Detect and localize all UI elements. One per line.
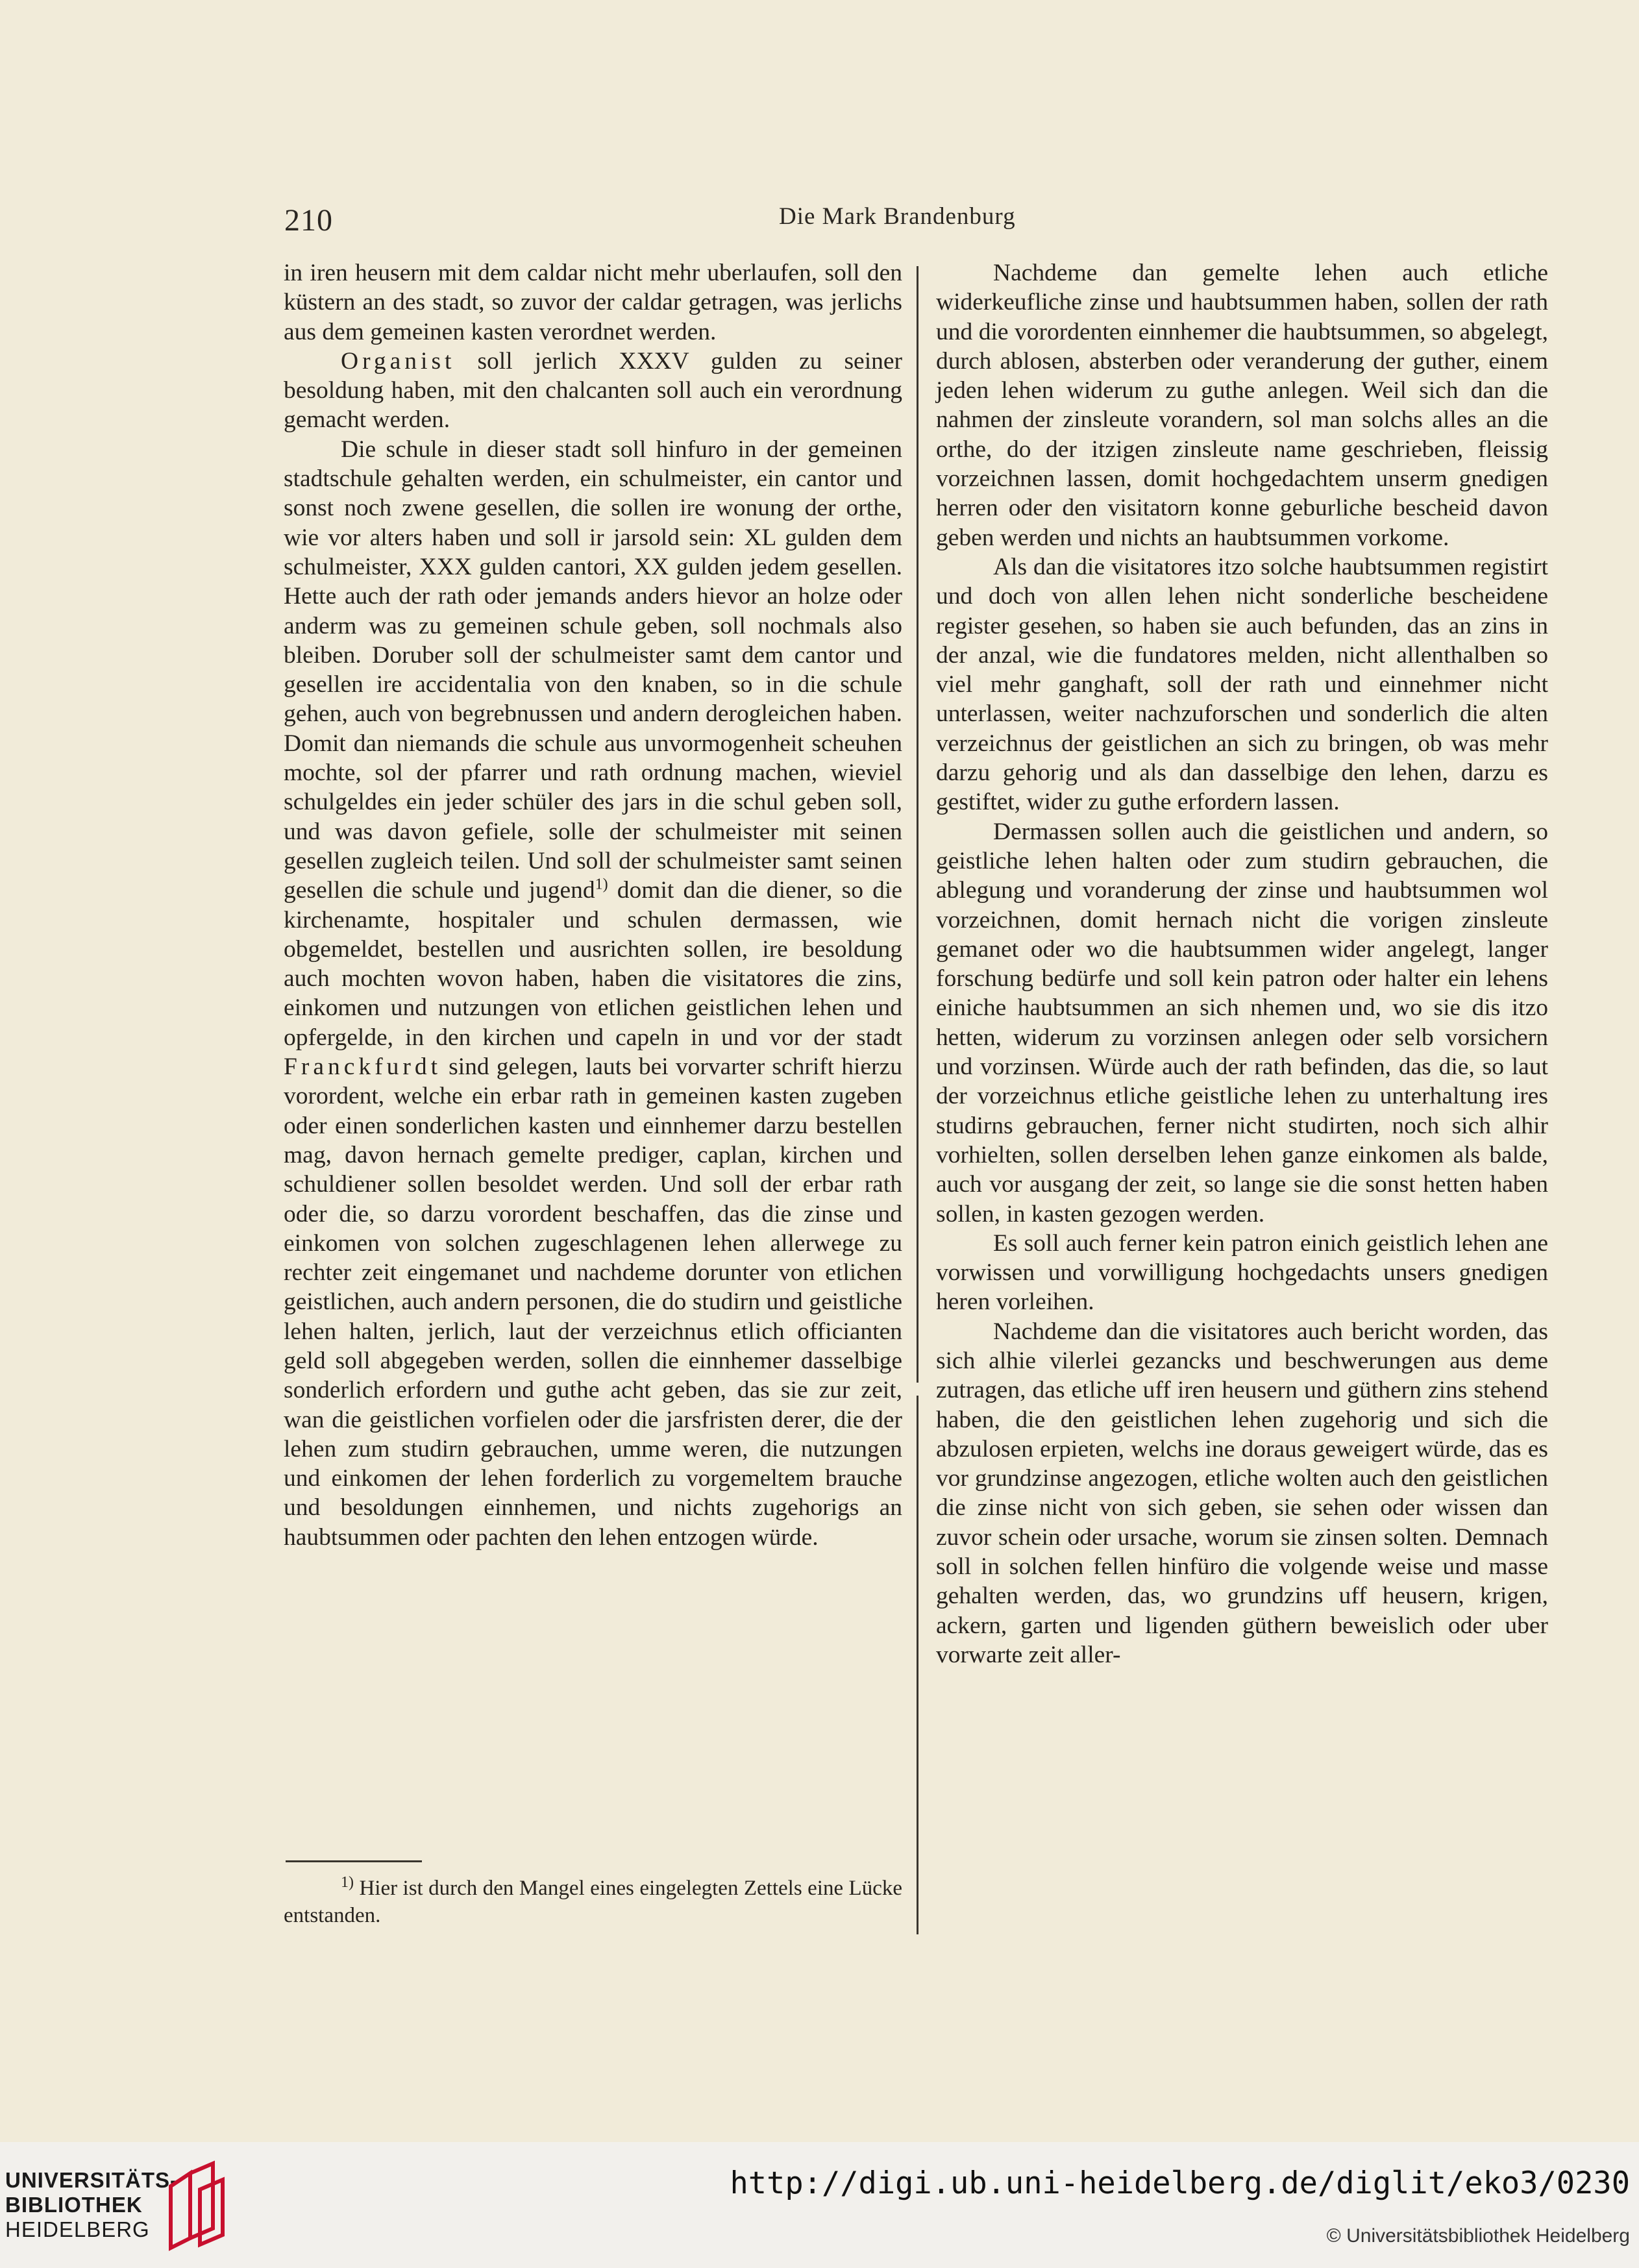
right-column [936,258,1548,1670]
left-paragraph-3-part-a: Die schule in dieser stadt soll hinfuro in der gemeinen stadtschule gehalten werden, ein schulmeister, ein cantor und sonst noch zwene gesellen, die sollen ire wonung der orthe, wie vor alters haben und soll ir jarsold sein: XL gulden dem schulmeister, XXX gulden cantori, XX gulden jedem gesellen. Hette auch der rath oder jemands anders hievor an holze oder anderm was zu gemeinen schule geben, soll nochmals also bleiben. Doruber soll der schulmeister samt dem cantor und gesellen ire accidentalia von den knaben, so in die schule gehen, auch von begrebnussen und andern derogleichen haben. Domit dan niemands die schule aus unvormogenheit scheuhen mochte, sol der pfarrer und rath ordnung machen, wieviel schulgeldes ein jeder schüler des jars in die schul geben soll, und was davon gefiele, solle der schulmeister mit seinen gesellen zugleich teilen. Und soll der schulmeister samt seinen gesellen die schule und jugend [284,436,902,904]
permalink-url[interactable]: http://digi.ub.uni-heidelberg.de/diglit/eko3/0230 [730,2165,1630,2201]
left-paragraph-1: in iren heusern mit dem caldar nicht mehr uberlaufen, soll den küstern an des stadt, so zuvor der caldar getragen, was jerlichs aus dem gemeinen kasten verordnet werden. [284,260,902,345]
place-name: Franckfurdt [284,1054,442,1081]
left-paragraph-3-part-b: domit dan die diener, so die kirchenamte, hospitaler und schulen dermassen, wie obgemeldet, bestellen und ausrichten sollen, ire besoldung auch mochten wovon haben, haben die visitatores die zins, einkomen und nutzungen von etlichen geistlichen lehen und opfergelde, in den kirchen und capeln in und vor der stadt [284,877,902,1051]
left-column [284,258,902,1552]
right-paragraph-2: Als dan die visitatores itzo solche haubtsummen registirt und doch von allen lehen nicht sonderliche bescheidene register gesehen, so haben sie auch befunden, das an zins in der anzal, wie die fundatores melden, nicht allenthalben so viel mehr ganghaft, soll der rath und einnehmer nicht unterlassen, weiter nachzuforschen und sonderlich die alten verzeichnus der geistlichen an sich zu bringen, ob was mehr darzu gehorig und als dan dasselbige den lehen, darzu es gestiftet, wider zu guthe erfordern lassen. [936,553,1548,816]
library-name-line-2: BIBLIOTHEK [5,2193,143,2217]
right-paragraph-4: Es soll auch ferner kein patron einich geistlich lehen ane vorwissen und vorwilligung hochgedachts unsers gnedigen heren vorleihen. [936,1229,1548,1316]
library-name-line-3: HEIDELBERG [5,2217,150,2241]
library-logo-icon[interactable] [164,2160,229,2251]
left-paragraph-3-part-c: sind gelegen, lauts bei vorvarter schrift hierzu vorordent, welche ein erbar rath in gemeinen kasten zugeben oder einen sonderlichen kasten und einnhemer darzu bestellen mag, davon hernach gemelte prediger, caplan, kirchen und schuldiener sollen besoldet werden. Und soll der erbar rath oder die, so darzu vorordent beschaffen, das die zinse und einkomen von solchen zugeschlagenen lehen allerwege zu rechter zeit eingemanet und nachdeme dorunter von etlichen geistlichen, auch andern personen, die do studirn und geistliche lehen halten, jerlich, laut der verzeichnus etlich officianten geld soll abgegeben werden, sollen die einnhemer dasselbige sonderlich erfordern und guthe acht geben, das sie zur zeit, wan die geistlichen vorfielen oder die jarsfristen derer, die der lehen zum studirn gebrauchen, umme weren, die nutzungen und einkomen der lehen forderlich zu vorgemeltem brauche und besoldungen einnhemen, und nichts zugehorigs an haubtsummen oder pachten den lehen entzogen würde. [284,1054,902,1551]
footnote-mark: 1) [341,1874,354,1891]
right-paragraph-1: Nachdeme dan gemelte lehen auch etliche widerkeufliche zinse und haubtsummen haben, sollen der rath und die vorordenten einnhemer die haubtsummen, so abgelegt, durch ablosen, absterben oder veranderung der guther, einem jeden lehen widerum zu guthe anlegen. Weil sich dan die nahmen der zinsleute vorandern, sol man solchs alles an die orthe, do der itzigen zinsleute name geschrieben, fleissig vorzeichnen lassen, domit hochgedachtem unserm gnedigen herren oder den visitatorn konne geburliche bescheid davon geben werden und nichts an haubtsummen vorkome. [936,260,1548,551]
footer-bar [0,2142,1639,2268]
left-paragraph-2-text: soll jerlich XXXV gulden zu seiner besoldung haben, mit den chalcanten soll auch ein verordnung gemacht werden. [284,347,902,434]
left-paragraph-3 [284,435,902,1552]
library-name-line-1: UNIVERSITÄTS- [5,2168,179,2192]
running-title: Die Mark Brandenburg [779,203,1016,230]
footnote-reference: 1) [595,876,608,893]
copyright-notice: © Universitätsbibliothek Heidelberg [1326,2225,1630,2247]
left-paragraph-2 [284,347,902,435]
page-number: 210 [284,203,333,238]
footnote [284,1875,902,1929]
footnote-text: Hier ist durch den Mangel eines eingelegten Zettels eine Lücke entstanden. [284,1877,902,1927]
right-paragraph-5: Nachdeme dan die visitatores auch bericht worden, das sich alhie vilerlei gezancks und beschwerungen aus deme zutragen, das etliche uff iren heusern und güthern zins stehend haben, die den geistlichen lehen zugehorig und sich die abzulosen erpieten, welchs ine doraus geweigert würde, das es vor grundzinse angezogen, etliche wolten auch den geistlichen die zinse nicht von sich geben, sie sehen oder wissen dan zuvor schein oder ursache, worum sie zinsen solten. Demnach soll in solchen fellen hinfüro die volgende weise und masse gehalten werden, das, wo grundzins uff heusern, krigen, ackern, garten und ligenden güthern beweislich oder uber vorwarte zeit aller- [936,1318,1548,1668]
organist-term: Organist [341,347,456,375]
footnote-rule [286,1860,422,1862]
column-divider-lower [917,1396,918,1934]
right-paragraph-3: Dermassen sollen auch die geistlichen und andern, so geistliche lehen halten oder zum studirn gebrauchen, die ablegung und voranderung der zinse und haubtsummen wol vorzeichnen, domit hernach nicht die vorigen zinsleute gemanet oder wo die haubtsummen wider angelegt, langer forschung bedürfe und soll kein patron oder halter ein lehens einiche haubtsummen an sich nhemen und, wo sie dis itzo hetten, widerum zu vorzinsen anlegen oder selb vorsichern und vorzinsen. Würde auch der rath befinden, das die, so laut der vorzeichnus etliche geistliche lehen zu unterhaltung ires studirns gebrauchen, ferner nicht studirten, noch sich alhir vorhielten, sollen derselben lehen ganze einkomen als balde, auch vor ausgang der zeit, so lange sie die sonst hetten haben sollen, in kasten gezogen werden. [936,818,1548,1227]
column-divider [917,266,918,1383]
library-logo-text[interactable] [5,2168,178,2242]
